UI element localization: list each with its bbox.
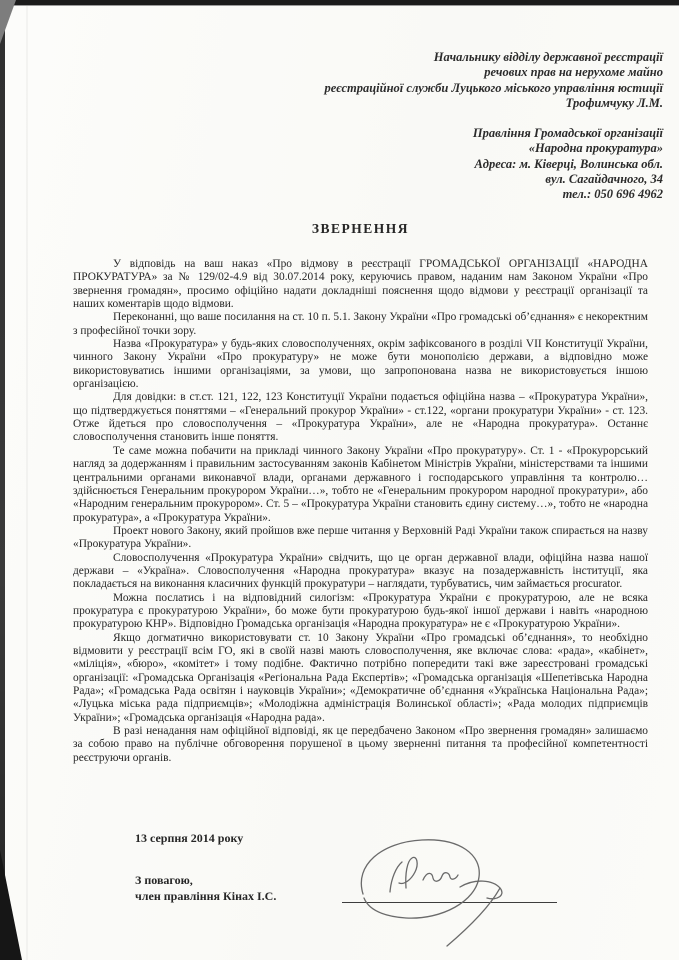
paragraph: Можна послатись і на відповідний силогізм: «Прокуратура України є прокуратурою, але не всяка прокуратура є прокуратурою України», бо може бути прокуратурою будь-якої іншої держави і навіть «народною прокуратурою КНР». Відповідно Громадська організація «Народна прокуратура» не є «Прокуратурою України». (73, 591, 648, 631)
signoff-block (135, 872, 276, 904)
sender-line: «Народна прокуратура» (528, 141, 663, 156)
sender-line: тел.: 050 696 4962 (562, 187, 663, 202)
document-title: ЗВЕРНЕННЯ (311, 221, 410, 236)
sender-line: Адреса: м. Ківерці, Волинська обл. (474, 156, 663, 171)
paragraph: Словосполучення «Прокуратура України» свідчить, що це орган державної влади, офіційна назва нашої держави – «Україна». Словосполучення «Народна прокуратура» вказує на позадержавність інституції, яка покладається на виконання класичних функцій прокуратури – наглядати, турбуватись, чим займається procurator. (73, 551, 648, 591)
scan-corner-top-left (0, 0, 16, 44)
recipient-line: Трофимчуку Л.М. (565, 95, 663, 110)
paragraph: Те саме можна побачити на прикладі чинного Закону України «Про прокуратуру». Ст. 1 - «Прокурорський нагляд за додержанням і правильним застосуванням законів Кабінетом Міністрів України, міністерствами та іншими центральними органами виконавчої влади, органами державного і господарського управління та контролю…здійснюється Генеральним прокурором України…», тобто не «Генеральним прокурором народної прокуратури», або «Народним генеральним прокурором». Ст. 5 – «Прокуратура України становить єдину систему…», тобто не «народна прокуратура», а «Прокуратура України». (73, 444, 648, 524)
paragraph: У відповідь на ваш наказ «Про відмову в реєстрації ГРОМАДСЬКОЇ ОРГАНІЗАЦІЇ «НАРОДНА ПРОКУРАТУРА» за № 129/02-4.9 від 30.07.2014 року, керуючись правом, наданим нам Законом України «Про звернення громадян», просимо офіційно надати докладніші пояснення щодо відмови у реєстрації організації та наших коментарів щодо відмови. (73, 258, 648, 311)
signoff-line: З повагою, (135, 873, 193, 887)
recipient-block (63, 50, 663, 111)
paragraph: Переконанні, що ваше посилання на ст. 10 п. 5.1. Закону України «Про громадські об’єднання» є некоректним з професійної точки зору. (73, 311, 648, 337)
signoff-line: член правління Кінах І.С. (135, 889, 277, 903)
paragraph: Назва «Прокуратура» у будь-яких словосполученнях, окрім зафіксованого в розділі VII Конституції України, чинного Закону України «Про прокуратуру» не може бути монополією держави, а відповідно може використовуватись іншими організаціями, за умови, що запропонована назва не використовується іншою організацією. (73, 338, 648, 391)
recipient-line: Начальнику відділу державної реєстрації (433, 50, 663, 64)
recipient-line: реєстраційної служби Луцького міського управління юстиції (324, 80, 663, 95)
paragraph: В разі ненадання нам офіційної відповіді, як це передбачено Законом «Про звернення громадян» залишаємо за собою право на публічне обговорення порушеної в цьому зверненні питання та професійної компетентності реєструючи органів. (73, 725, 648, 764)
scan-edge-top (0, 0, 679, 6)
sender-line: Правління Громадської організації (472, 126, 663, 140)
sender-block (63, 126, 663, 202)
paragraph: Проект нового Закону, який пройшов вже перше читання у Верховній Раді України також спирається на назву «Прокуратура України». (73, 524, 648, 551)
handwritten-signature (330, 831, 570, 951)
scan-corner-bottom-left (0, 850, 22, 960)
paper-crease (26, 0, 28, 960)
paragraph: Для довідки: в ст.ст. 121, 122, 123 Конституції України подається офіційна назва – «Прокуратура України», що підтверджується поняттями – «Генеральний прокурор України» - ст.122, «органи прокуратури України» - ст. 123. Отже йдеться про словосполучення – «Прокуратура України», але не «Народна прокуратура». Останнє словосполучення становить інше поняття. (73, 391, 648, 444)
scan-edge-left (0, 0, 5, 960)
letter-body (73, 258, 648, 765)
recipient-line: речових прав на нерухоме майно (484, 65, 663, 80)
sender-line: вул. Сагайдачного, 34 (545, 171, 663, 186)
paragraph: Якщо догматично використовувати ст. 10 Закону України «Про громадські об’єднання», то необхідно відмовити у реєстрації всім ГО, які в своїй назві мають словосполучення, яке включає слова: «рада», «кабінет», «міліція», «бюро», «комітет» і тому подібне. Фактично потрібно попередити такі вже зареєстровані громадські організації: «Громадська Організація «Регіональна Рада Експертів»; «Громадська організація «Шепетівська Народна Рада»; «Громадська Рада освітян і науковців України»; «Демократичне об’єднання «Українська Національна Рада»; «Луцька міська рада підприємців»; «Молодіжна адміністрація Волинської області»; «Рада молодих підприємців України»; «Громадська організація «Народна рада». (73, 631, 648, 724)
document-date: 13 серпня 2014 року (135, 831, 244, 845)
